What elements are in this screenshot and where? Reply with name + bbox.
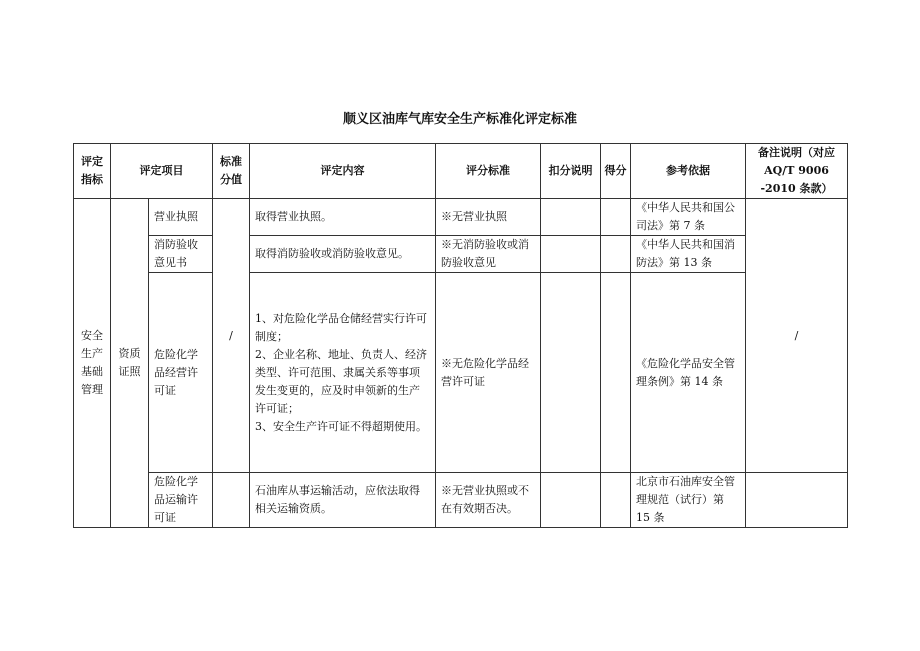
content-line: 3、安全生产许可证不得超期使用。 bbox=[255, 419, 427, 433]
header-item: 评定项目 bbox=[111, 144, 213, 199]
table-row bbox=[74, 473, 848, 528]
table-header-row bbox=[74, 144, 848, 199]
deduction-cell bbox=[541, 199, 601, 236]
content-cell: 取得营业执照。 bbox=[250, 199, 436, 236]
header-indicator: 评定指标 bbox=[74, 144, 111, 199]
score-cell bbox=[601, 236, 631, 273]
deduction-cell bbox=[541, 236, 601, 273]
content-line: 2、企业名称、地址、负责人、经济类型、许可范围、隶属关系等事项发生变更的，应及时申领新的生产许可证； bbox=[255, 347, 427, 415]
table-row bbox=[74, 236, 848, 273]
remark-cell: / bbox=[746, 199, 848, 473]
score-std-cell bbox=[213, 473, 250, 528]
remark-cell bbox=[746, 473, 848, 528]
table-row bbox=[74, 273, 848, 473]
basis-cell: 《危险化学品安全管理条例》第 14 条 bbox=[631, 273, 746, 473]
criteria-cell: ※无危险化学品经营许可证 bbox=[436, 273, 541, 473]
criteria-cell: ※无营业执照或不在有效期否决。 bbox=[436, 473, 541, 528]
score-cell bbox=[601, 273, 631, 473]
item-cell: 危险化学品经营许可证 bbox=[149, 273, 213, 473]
content-line: 1、对危险化学品仓储经营实行许可制度； bbox=[255, 311, 427, 343]
evaluation-table bbox=[73, 143, 848, 528]
header-score-std: 标准分值 bbox=[213, 144, 250, 199]
criteria-cell: ※无营业执照 bbox=[436, 199, 541, 236]
header-remark: 备注说明（对应 AQ/T 9006 -2010 条款） bbox=[746, 144, 848, 199]
criteria-cell: ※无消防验收或消防验收意见 bbox=[436, 236, 541, 273]
category-cell: 资质证照 bbox=[111, 199, 149, 528]
content-cell: 取得消防验收或消防验收意见。 bbox=[250, 236, 436, 273]
content-cell bbox=[250, 273, 436, 473]
score-cell bbox=[601, 199, 631, 236]
document-title: 顺义区油库气库安全生产标准化评定标准 bbox=[342, 112, 577, 127]
basis-cell: 《中华人民共和国公司法》第 7 条 bbox=[631, 199, 746, 236]
header-score: 得分 bbox=[601, 144, 631, 199]
item-cell: 营业执照 bbox=[149, 199, 213, 236]
table-row bbox=[74, 199, 848, 236]
item-cell: 消防验收意见书 bbox=[149, 236, 213, 273]
indicator-cell: 安全生产基础管理 bbox=[74, 199, 111, 528]
item-cell: 危险化学品运输许可证 bbox=[149, 473, 213, 528]
header-deduction: 扣分说明 bbox=[541, 144, 601, 199]
score-cell bbox=[601, 473, 631, 528]
deduction-cell bbox=[541, 273, 601, 473]
header-basis: 参考依据 bbox=[631, 144, 746, 199]
basis-cell: 北京市石油库安全管理规范（试行）第 15 条 bbox=[631, 473, 746, 528]
content-cell: 石油库从事运输活动，应依法取得相关运输资质。 bbox=[250, 473, 436, 528]
score-std-cell: / bbox=[213, 199, 250, 473]
header-content: 评定内容 bbox=[250, 144, 436, 199]
deduction-cell bbox=[541, 473, 601, 528]
header-criteria: 评分标准 bbox=[436, 144, 541, 199]
basis-cell: 《中华人民共和国消防法》第 13 条 bbox=[631, 236, 746, 273]
